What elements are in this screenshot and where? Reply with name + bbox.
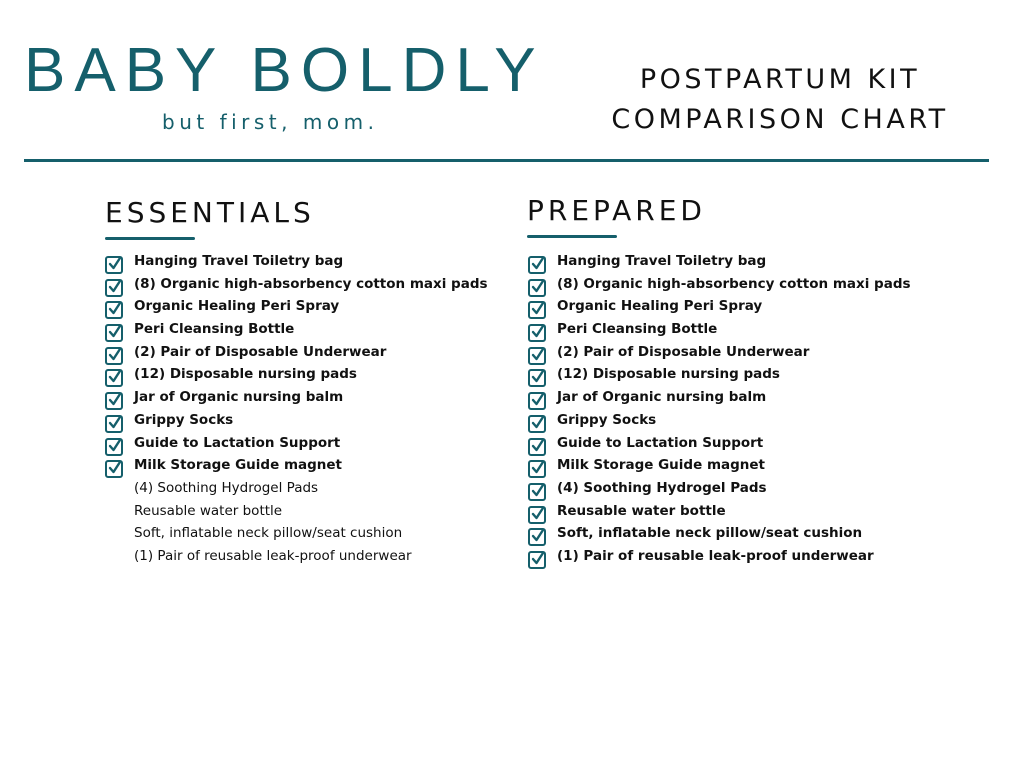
checkbox-checked-icon <box>528 460 546 478</box>
item-label: (1) Pair of reusable leak-proof underwear <box>557 547 874 564</box>
checkbox-checked-icon <box>528 392 546 410</box>
item-label: Grippy Socks <box>557 411 657 428</box>
essentials-heading: ESSENTIALS <box>105 196 315 229</box>
item-label: (4) Soothing Hydrogel Pads <box>557 479 767 496</box>
item-label: Peri Cleansing Bottle <box>557 321 718 338</box>
checkbox-checked-icon <box>105 256 123 274</box>
checkbox-checked-icon <box>105 324 123 342</box>
checkbox-checked-icon <box>528 415 546 433</box>
title-line-1: POSTPARTUM KIT <box>639 64 921 95</box>
item-label: Hanging Travel Toiletry bag <box>557 253 767 269</box>
item-label: Organic Healing Peri Spray <box>557 298 763 315</box>
item-label: Jar of Organic nursing balm <box>557 389 767 406</box>
item-label: Peri Cleansing Bottle <box>134 321 295 338</box>
brand-logo: BABY BOLDLY <box>24 36 545 105</box>
item-label: Milk Storage Guide magnet <box>557 457 766 474</box>
title-line-2: COMPARISON CHART <box>611 104 949 135</box>
item-label: Guide to Lactation Support <box>557 434 764 451</box>
checkbox-checked-icon <box>105 347 123 365</box>
item-label: Reusable water bottle <box>557 502 726 519</box>
checkbox-checked-icon <box>528 551 546 569</box>
checkbox-checked-icon <box>528 256 546 274</box>
item-label: (8) Organic high-absorbency cotton maxi pads <box>557 275 911 292</box>
checkbox-checked-icon <box>105 279 123 297</box>
essentials-column <box>105 196 315 240</box>
checkbox-checked-icon <box>105 369 123 387</box>
item-label: (1) Pair of reusable leak-proof underwear <box>134 547 412 564</box>
item-label: (12) Disposable nursing pads <box>557 366 780 383</box>
item-label: Jar of Organic nursing balm <box>134 389 344 406</box>
checkbox-checked-icon <box>528 347 546 365</box>
checkbox-checked-icon <box>528 483 546 501</box>
checkbox-checked-icon <box>528 279 546 297</box>
checkbox-checked-icon <box>105 301 123 319</box>
checkbox-checked-icon <box>528 301 546 319</box>
item-label: (4) Soothing Hydrogel Pads <box>134 479 319 496</box>
item-label: Hanging Travel Toiletry bag <box>134 253 344 269</box>
item-label: (12) Disposable nursing pads <box>134 366 357 383</box>
item-label: Milk Storage Guide magnet <box>134 457 343 474</box>
item-label: (2) Pair of Disposable Underwear <box>557 343 810 360</box>
item-label: Grippy Socks <box>134 411 234 428</box>
checkbox-checked-icon <box>528 528 546 546</box>
item-label: Organic Healing Peri Spray <box>134 298 340 315</box>
checkbox-checked-icon <box>105 415 123 433</box>
prepared-column <box>527 194 706 238</box>
heading-underline <box>527 235 617 238</box>
checkbox-checked-icon <box>528 369 546 387</box>
header-divider <box>24 159 989 162</box>
item-label: (8) Organic high-absorbency cotton maxi pads <box>134 275 488 292</box>
heading-underline <box>105 237 195 240</box>
checkbox-checked-icon <box>528 438 546 456</box>
item-label: Soft, inflatable neck pillow/seat cushion <box>557 525 863 542</box>
brand-tagline: but first, mom. <box>162 110 379 134</box>
checkbox-checked-icon <box>105 392 123 410</box>
item-label: Guide to Lactation Support <box>134 434 341 451</box>
item-label: Soft, inflatable neck pillow/seat cushion <box>134 525 403 542</box>
checkbox-checked-icon <box>528 324 546 342</box>
checkbox-checked-icon <box>105 460 123 478</box>
checkbox-checked-icon <box>528 506 546 524</box>
item-label: Reusable water bottle <box>134 502 283 519</box>
page-title <box>580 60 980 140</box>
prepared-heading: PREPARED <box>527 194 706 227</box>
item-label: (2) Pair of Disposable Underwear <box>134 343 387 360</box>
checkbox-checked-icon <box>105 438 123 456</box>
